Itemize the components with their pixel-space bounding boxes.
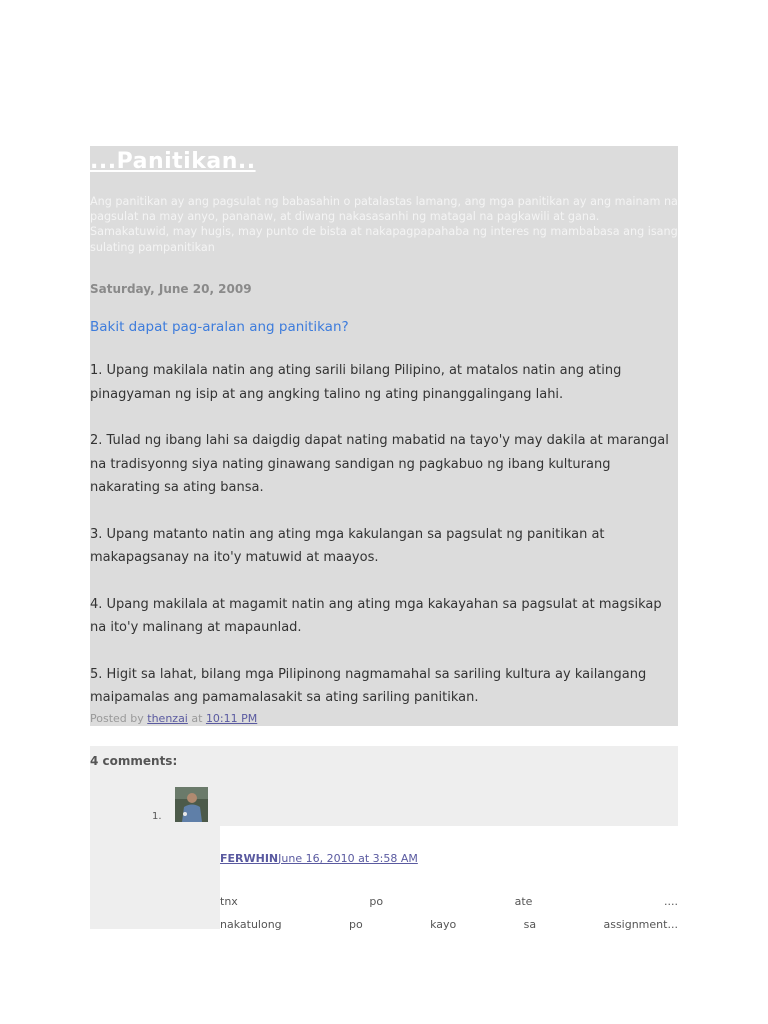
- comments-section: [90, 746, 678, 929]
- comments-heading: 4 comments:: [90, 754, 178, 768]
- comment-word: ate: [514, 895, 533, 908]
- post-paragraph: 1. Upang makilala natin ang ating sarili bilang Pilipino, at matalos natin ang ating pinagyaman ng isip at ang angking talino ng ating pinanggalingang lahi.: [90, 363, 622, 402]
- post-body: [90, 359, 678, 733]
- comment-word: ....: [663, 895, 678, 908]
- post-footer: [90, 712, 257, 725]
- post-paragraph: 2. Tulad ng ibang lahi sa daigdig dapat nating mabatid na tayo'y may dakila at marangal na tradisyonng siya nating ginawang sandigan ng pagkabuo ng ibang kulturang nakarating sa ating bansa.: [90, 433, 669, 495]
- comment-author-link[interactable]: FERWHIN: [220, 852, 279, 865]
- post-paragraph: 4. Upang makilala at magamit natin ang ating mga kakayahan sa pagsulat at magsikap na ito'y malinang at mapaunlad.: [90, 596, 662, 635]
- comment-header: [220, 852, 418, 865]
- comment-word: po: [349, 918, 363, 931]
- posted-by-label: Posted by: [90, 712, 144, 725]
- at-label: at: [191, 712, 203, 725]
- comment-item: [220, 826, 678, 929]
- post-paragraph: 5. Higit sa lahat, bilang mga Pilipinong nagmamahal sa sariling kultura ay kailangang maipamalas ang pamamalasakit sa ating sariling panitikan.: [90, 666, 647, 705]
- comment-date-link[interactable]: June 16, 2010 at 3:58 AM: [278, 852, 418, 865]
- comment-word: po: [369, 895, 384, 908]
- comment-word: tnx: [220, 895, 238, 908]
- post-author-link[interactable]: thenzai: [147, 712, 188, 725]
- blog-description: Ang panitikan ay ang pagsulat ng babasahin o patalastas lamang, ang mga panitikan ay ang mainam na pagsulat na may anyo, pananaw, at diwang nakasasanhi ng matagal na pagkawili at gana. Samakatuwid, may hugis, may punto de bista at nakapagpapahaba ng interes ng mambabasa ang isang sulating pampanitikan: [90, 195, 678, 254]
- comment-number: 1.: [152, 811, 162, 822]
- comment-word: kayo: [430, 918, 457, 931]
- post-paragraph: 3. Upang matanto natin ang ating mga kakulangan sa pagsulat ng panitikan at makapagsanay na ito'y matuwid at maayos.: [90, 526, 605, 565]
- comment-line: [220, 890, 678, 913]
- comment-word: sa: [523, 918, 537, 931]
- blog-title[interactable]: ...Panitikan..: [90, 149, 256, 174]
- comment-body: [220, 890, 678, 936]
- avatar[interactable]: [175, 787, 208, 822]
- comment-word: nakatulong: [220, 918, 282, 931]
- post-container: [90, 146, 678, 726]
- comment-word: assignment...: [603, 918, 678, 931]
- post-title[interactable]: Bakit dapat pag-aralan ang panitikan?: [90, 319, 349, 335]
- comment-line: [220, 913, 678, 936]
- post-date: Saturday, June 20, 2009: [90, 282, 252, 296]
- post-time-link[interactable]: 10:11 PM: [205, 712, 258, 725]
